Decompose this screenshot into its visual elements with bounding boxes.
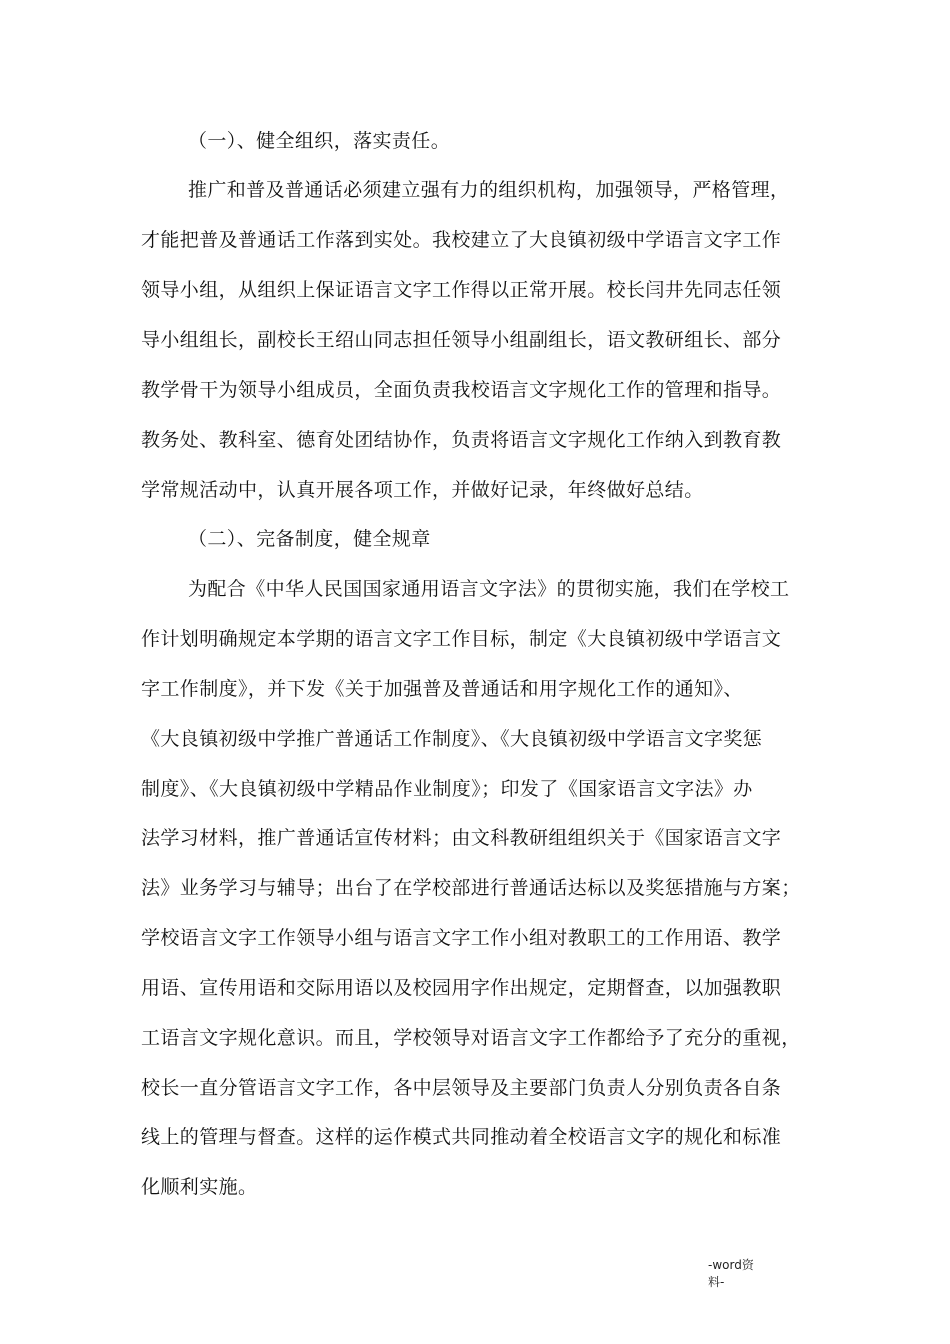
paragraph-line: 化顺利实施。 [141, 1176, 258, 1198]
section-heading-2: （二）、完备制度，健全规章 [188, 528, 431, 550]
paragraph-line: 用语、宣传用语和交际用语以及校园用字作出规定，定期督查，以加强教职 [141, 977, 782, 999]
paragraph-line: 校长一直分管语言文字工作，各中层领导及主要部门负责人分别负责各自条 [141, 1077, 782, 1099]
paragraph-line: 才能把普及普通话工作落到实处。我校建立了大良镇初级中学语言文字工作 [141, 229, 782, 251]
section-heading-1: （一）、健全组织，落实责任。 [188, 130, 451, 152]
paragraph-line: 推广和普及普通话必须建立强有力的组织机构，加强领导，严格管理， [188, 179, 790, 201]
paragraph-line: 教学骨干为领导小组成员，全面负责我校语言文字规化工作的管理和指导。 [141, 379, 782, 401]
paragraph-line: 为配合《中华人民国国家通用语言文字法》的贯彻实施，我们在学校工 [188, 578, 790, 600]
paragraph-line: 学校语言文字工作领导小组与语言文字工作小组对教职工的工作用语、教学 [141, 927, 782, 949]
footer-watermark-line-1: -word资 [708, 1258, 754, 1272]
paragraph-line: 制度》、《大良镇初级中学精品作业制度》；印发了《国家语言文字法》办 [141, 778, 753, 800]
paragraph-line: 学常规活动中，认真开展各项工作，并做好记录，年终做好总结。 [141, 479, 704, 501]
paragraph-line: 《大良镇初级中学推广普通话工作制度》、《大良镇初级中学语言文字奖惩 [141, 728, 763, 750]
paragraph-line: 法学习材料，推广普通话宣传材料；由文科教研组组织关于《国家语言文字 [141, 827, 782, 849]
paragraph-line: 领导小组，从组织上保证语言文字工作得以正常开展。校长闫井先同志任领 [141, 279, 782, 301]
paragraph-line: 教务处、教科室、德育处团结协作，负责将语言文字规化工作纳入到教育教 [141, 429, 782, 451]
paragraph-line: 字工作制度》，并下发《关于加强普及普通话和用字规化工作的通知》、 [141, 678, 743, 700]
paragraph-line: 工语言文字规化意识。而且，学校领导对语言文字工作都给予了充分的重视， [141, 1027, 801, 1049]
paragraph-line: 法》业务学习与辅导；出台了在学校部进行普通话达标以及奖惩措施与方案； [141, 877, 801, 899]
paragraph-line: 作计划明确规定本学期的语言文字工作目标，制定《大良镇初级中学语言文 [141, 628, 782, 650]
footer-watermark-line-2: 料- [708, 1275, 725, 1289]
paragraph-line: 导小组组长，副校长王绍山同志担任领导小组副组长，语文教研组长、部分 [141, 329, 782, 351]
paragraph-line: 线上的管理与督查。这样的运作模式共同推动着全校语言文字的规化和标准 [141, 1126, 782, 1148]
